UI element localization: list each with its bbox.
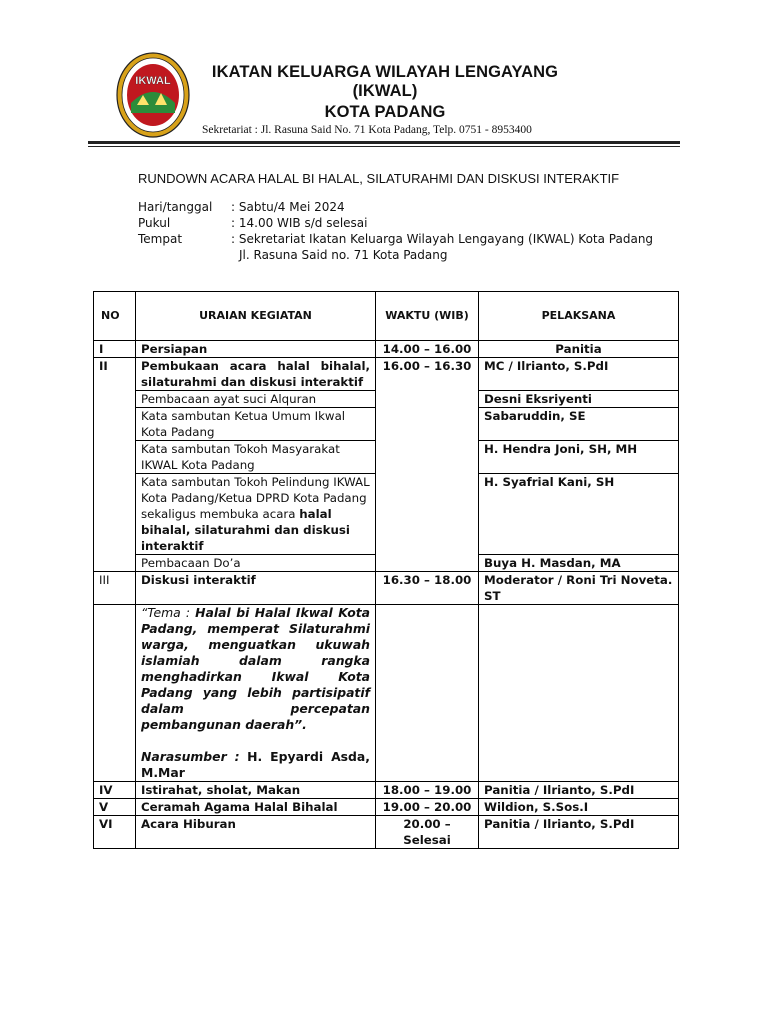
row-executor [479, 605, 679, 782]
row-time [376, 605, 479, 782]
row-time: 16.30 – 18.00 [376, 572, 479, 605]
info-time-value: : 14.00 WIB s/d selesai [231, 216, 368, 230]
row-no: III [94, 572, 136, 605]
row-no: VI [94, 816, 136, 849]
row-activity: Persiapan [136, 341, 376, 358]
row-executor: Moderator / Roni Tri Noveta. ST [479, 572, 679, 605]
row-activity: Kata sambutan Tokoh Masyarakat IKWAL Kota Padang [136, 441, 376, 474]
table-row [94, 572, 679, 605]
row-no: V [94, 799, 136, 816]
row-activity: Pembukaan acara halal bihalal, silaturahmi dan diskusi interaktif [136, 358, 376, 391]
row-executor: H. Syafrial Kani, SH [479, 474, 679, 555]
row-no: II [94, 358, 136, 572]
row-executor: Buya H. Masdan, MA [479, 555, 679, 572]
row-activity-plain: Kata sambutan Tokoh Pelindung IKWAL Kota Padang/Ketua DPRD Kota Padang sekaligus membuka acara [141, 475, 370, 521]
org-name-line2: (IKWAL) [352, 82, 418, 100]
header-rule-thin [88, 146, 680, 147]
table-row [94, 816, 679, 849]
row-executor: Panitia / Ilrianto, S.PdI [479, 782, 679, 799]
row-executor: Panitia [479, 341, 679, 358]
row-activity: Ceramah Agama Halal Bihalal [136, 799, 376, 816]
table-row [94, 605, 679, 782]
header-time: WAKTU (WIB) [376, 292, 479, 341]
org-name-line1: IKATAN KELUARGA WILAYAH LENGAYANG [211, 63, 559, 81]
table-header-row [94, 292, 679, 341]
info-place-label: Tempat [138, 232, 183, 246]
table-row [94, 358, 679, 391]
info-place-value: : Sekretariat Ikatan Keluarga Wilayah Lengayang (IKWAL) Kota Padang [231, 232, 654, 246]
row-no: I [94, 341, 136, 358]
secretariat-address: Sekretariat : Jl. Rasuna Said No. 71 Kota Padang, Telp. 0751 - 8953400 [202, 124, 532, 136]
row-activity: Acara Hiburan [136, 816, 376, 849]
row-time: 18.00 – 19.00 [376, 782, 479, 799]
header-no: NO [94, 292, 136, 341]
theme-close-quote: ”. [294, 717, 307, 732]
row-activity [136, 474, 376, 555]
row-activity: Diskusi interaktif [136, 572, 376, 605]
row-time: 16.00 – 16.30 [376, 358, 479, 572]
theme-text: Halal bi Halal Ikwal Kota Padang, memperat Silaturahmi warga, menguatkan ukuwah islamiah dalam rangka menghadirkan Ikwal Kota Padang yang lebih partisipatif dalam percepatan pembangunan daerah [141, 605, 370, 732]
row-time: 14.00 – 16.00 [376, 341, 479, 358]
table-row [94, 782, 679, 799]
row-executor: Sabaruddin, SE [479, 408, 679, 441]
row-time: 19.00 – 20.00 [376, 799, 479, 816]
row-executor: Wildion, S.Sos.I [479, 799, 679, 816]
theme-label: “Tema : [141, 605, 191, 620]
row-executor: H. Hendra Joni, SH, MH [479, 441, 679, 474]
info-place-line2: Jl. Rasuna Said no. 71 Kota Padang [239, 248, 448, 262]
row-executor: Panitia / Ilrianto, S.PdI [479, 816, 679, 849]
speaker-label: Narasumber : [141, 749, 240, 764]
info-time-label: Pukul [138, 216, 171, 230]
row-activity: Istirahat, sholat, Makan [136, 782, 376, 799]
theme-cell [136, 605, 376, 782]
row-time: 20.00 – Selesai [376, 816, 479, 849]
table-row [94, 799, 679, 816]
table-row [94, 341, 679, 358]
row-executor: Desni Eksriyenti [479, 391, 679, 408]
rundown-table [93, 291, 679, 849]
row-activity: Kata sambutan Ketua Umum Ikwal Kota Padang [136, 408, 376, 441]
speaker-name: H. Epyardi Asda, M.Mar [141, 749, 370, 780]
header-rule-thick [88, 141, 680, 144]
info-place [138, 232, 653, 246]
row-no: IV [94, 782, 136, 799]
info-date-label: Hari/tanggal [138, 200, 213, 214]
header-activity: URAIAN KEGIATAN [136, 292, 376, 341]
info-date [138, 200, 345, 214]
logo-text: IKWAL [135, 75, 171, 87]
row-activity: Pembacaan Do’a [136, 555, 376, 572]
org-name-line3: KOTA PADANG [324, 103, 446, 121]
header-executor: PELAKSANA [479, 292, 679, 341]
info-time [138, 216, 368, 230]
row-activity-bold: halal bihalal, silaturahmi dan diskusi interaktif [141, 507, 350, 553]
document-title: RUNDOWN ACARA HALAL BI HALAL, SILATURAHMI DAN DISKUSI INTERAKTIF [138, 171, 620, 186]
row-no [94, 605, 136, 782]
row-executor: MC / Ilrianto, S.PdI [479, 358, 679, 391]
info-date-value: : Sabtu/4 Mei 2024 [231, 200, 345, 214]
row-activity: Pembacaan ayat suci Alquran [136, 391, 376, 408]
